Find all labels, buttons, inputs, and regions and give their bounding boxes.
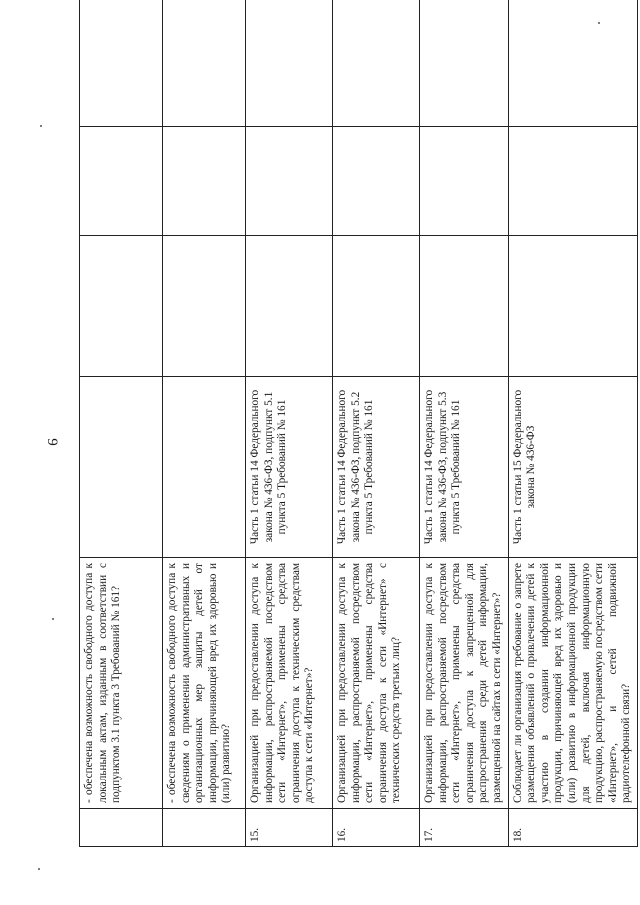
scan-speck [52,618,54,620]
empty-cell [508,127,637,236]
question-cell: Организацией при предоставлении доступа к информации, распространяемой посредством сети «Интернет», применены средства ограничения доступа к запрещенной для распространения среди детей информации, размещенной на сайтах в сети «Интернет»? [420,558,509,809]
page-number: 9 [44,438,60,446]
empty-cell [508,236,637,377]
empty-cell [420,127,509,236]
empty-cell [508,0,637,127]
reference-cell: Часть 1 статьи 14 Федерального закона № 436-ФЗ, подпункт 5.3 пункта 5 Требований № 161 [420,377,509,558]
empty-cell [420,0,509,127]
question-cell: Организацией при предоставлении доступа к информации, распространяемой посредством сети «Интернет», применены средства ограничения доступа к сети «Интернет» с технических средств третьих лиц? [333,558,420,809]
table-row [508,0,637,847]
row-number: 16. [333,809,420,847]
empty-cell [80,127,163,236]
question-cell: Организацией при предоставлении доступа к информации, распространяемой посредством сети «Интернет», применены средства ограничения доступа к техническим средствам доступа к сети «Интернет»? [246,558,333,809]
empty-cell [246,236,333,377]
scan-speck [598,22,600,24]
reference-cell [80,377,163,558]
empty-cell [163,0,246,127]
question-cell: Соблюдает ли организация требование о запрете размещения объявлений о привлечении детей к участию в создании информационной продукции, причиняющей вред их здоровью и (или) развитию в информационной продукции для детей, включая информационную продукцию, распространяемую посредством сети «Интернет», и сетей подвижной радиотелефонной связи? [508,558,637,809]
empty-cell [333,127,420,236]
reference-cell: Часть 1 статьи 14 Федерального закона № 436-ФЗ, подпункт 5.2 пункта 5 Требований № 161 [333,377,420,558]
empty-cell [163,127,246,236]
empty-cell [420,236,509,377]
empty-cell [80,236,163,377]
question-cell: - обеспечена возможность свободного доступа к локальным актам, изданным в соответствии с подпунктом 3.1 пункта 3 Требований № 161? [80,558,163,809]
reference-cell: Часть 1 статьи 14 Федерального закона № 436-ФЗ, подпункт 5.1 пункта 5 Требований № 161 [246,377,333,558]
empty-cell [333,236,420,377]
scan-speck [40,125,42,127]
row-number [80,809,163,847]
checklist-table-container [79,31,633,847]
reference-cell: Часть 1 статьи 15 Федерального закона № 436-ФЗ [508,377,637,558]
checklist-table [79,0,638,847]
reference-cell [163,377,246,558]
empty-cell [246,0,333,127]
row-number: 15. [246,809,333,847]
empty-cell [163,236,246,377]
empty-cell [246,127,333,236]
table-row [333,0,420,847]
question-cell: - обеспечена возможность свободного доступа к сведениям о применении административных и организационных мер защиты детей от информации, причиняющей вред их здоровью и (или) развитию? [163,558,246,809]
table-row [163,0,246,847]
empty-cell [80,0,163,127]
table-row [246,0,333,847]
row-number: 18. [508,809,637,847]
empty-cell [333,0,420,127]
table-row [80,0,163,847]
table-row [420,0,509,847]
scan-speck [38,868,40,870]
row-number: 17. [420,809,509,847]
row-number [163,809,246,847]
